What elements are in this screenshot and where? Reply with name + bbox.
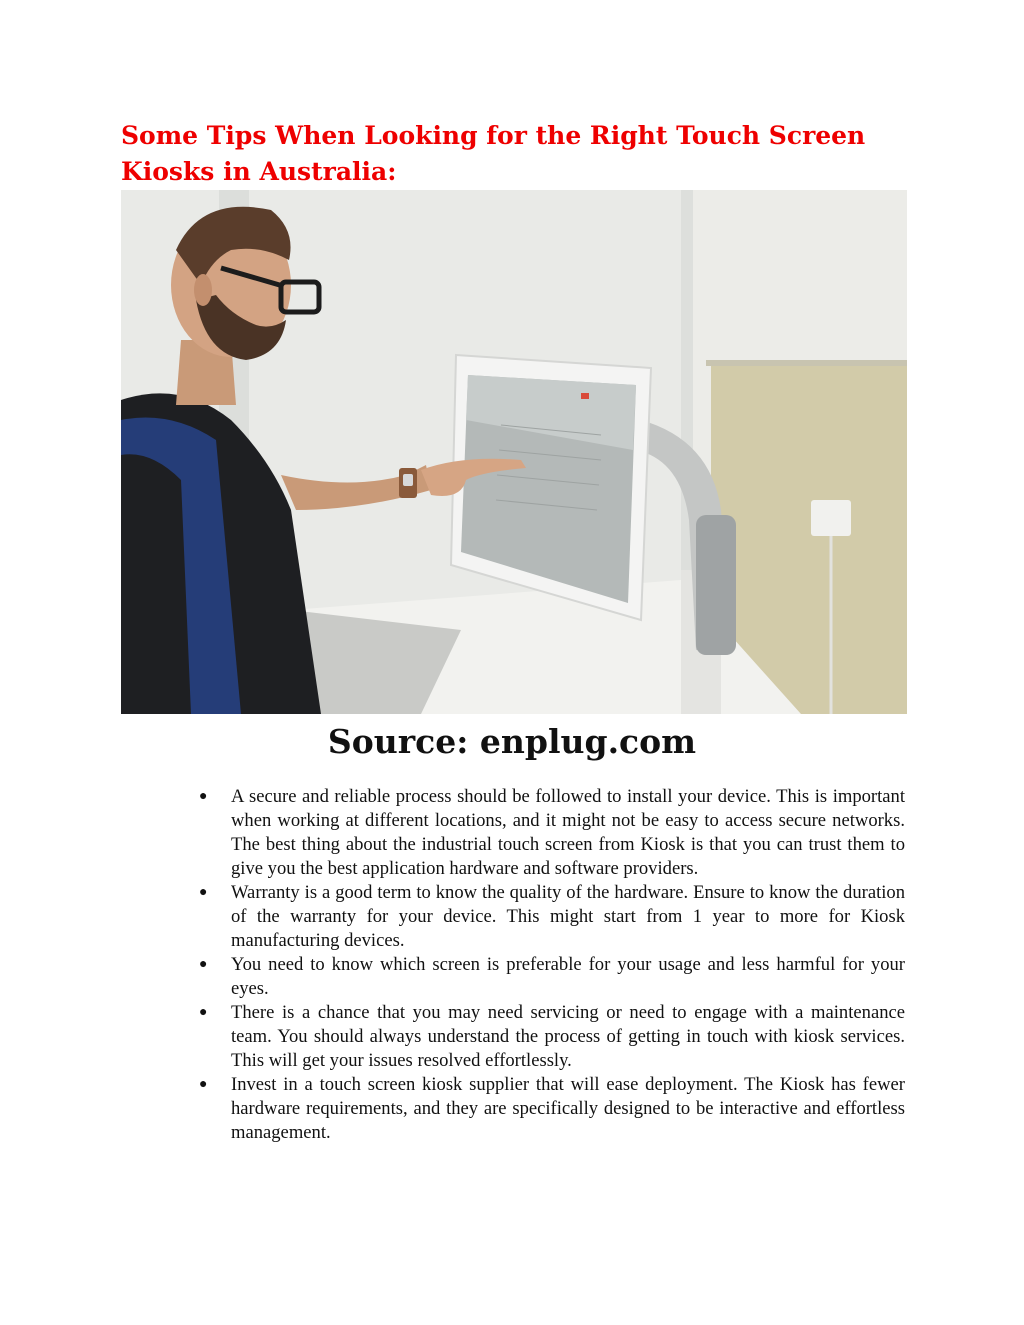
tip-text: Warranty is a good term to know the quality of the hardware. Ensure to know the duration of the warranty for your device. This might start from 1 year to more for Kiosk manufacturing devices. — [231, 882, 905, 951]
tip-text: You need to know which screen is preferable for your usage and less harmful for your eyes. — [231, 954, 905, 999]
tip-text: A secure and reliable process should be followed to install your device. This is important when working at different locations, and it might not be easy to access secure networks. The best thing about the industrial touch screen from Kiosk is that you can trust them to give you the best application hardware and software providers. — [231, 786, 905, 879]
list-item — [195, 785, 905, 881]
bullet-icon: ● — [199, 885, 208, 900]
bullet-icon: ● — [199, 1077, 208, 1092]
bullet-icon: ● — [199, 789, 208, 804]
page-heading: Some Tips When Looking for the Right Touch Screen Kiosks in Australia: — [121, 121, 866, 186]
kiosk-photo — [121, 190, 907, 714]
image-source-caption: Source: enplug.com — [327, 722, 697, 761]
bullet-icon: ● — [199, 957, 208, 972]
tip-text: Invest in a touch screen kiosk supplier that will ease deployment. The Kiosk has fewer hardware requirements, and they are specifically designed to be interactive and effortless management. — [231, 1074, 905, 1143]
tips-list — [195, 785, 905, 1145]
list-item — [195, 1073, 905, 1145]
list-item — [195, 1001, 905, 1073]
list-item — [195, 881, 905, 953]
tip-text: There is a chance that you may need servicing or need to engage with a maintenance team. You should always understand the process of getting in touch with kiosk services. This will get your issues resolved effortlessly. — [231, 1002, 905, 1071]
list-item — [195, 953, 905, 1001]
bullet-icon: ● — [199, 1005, 208, 1020]
